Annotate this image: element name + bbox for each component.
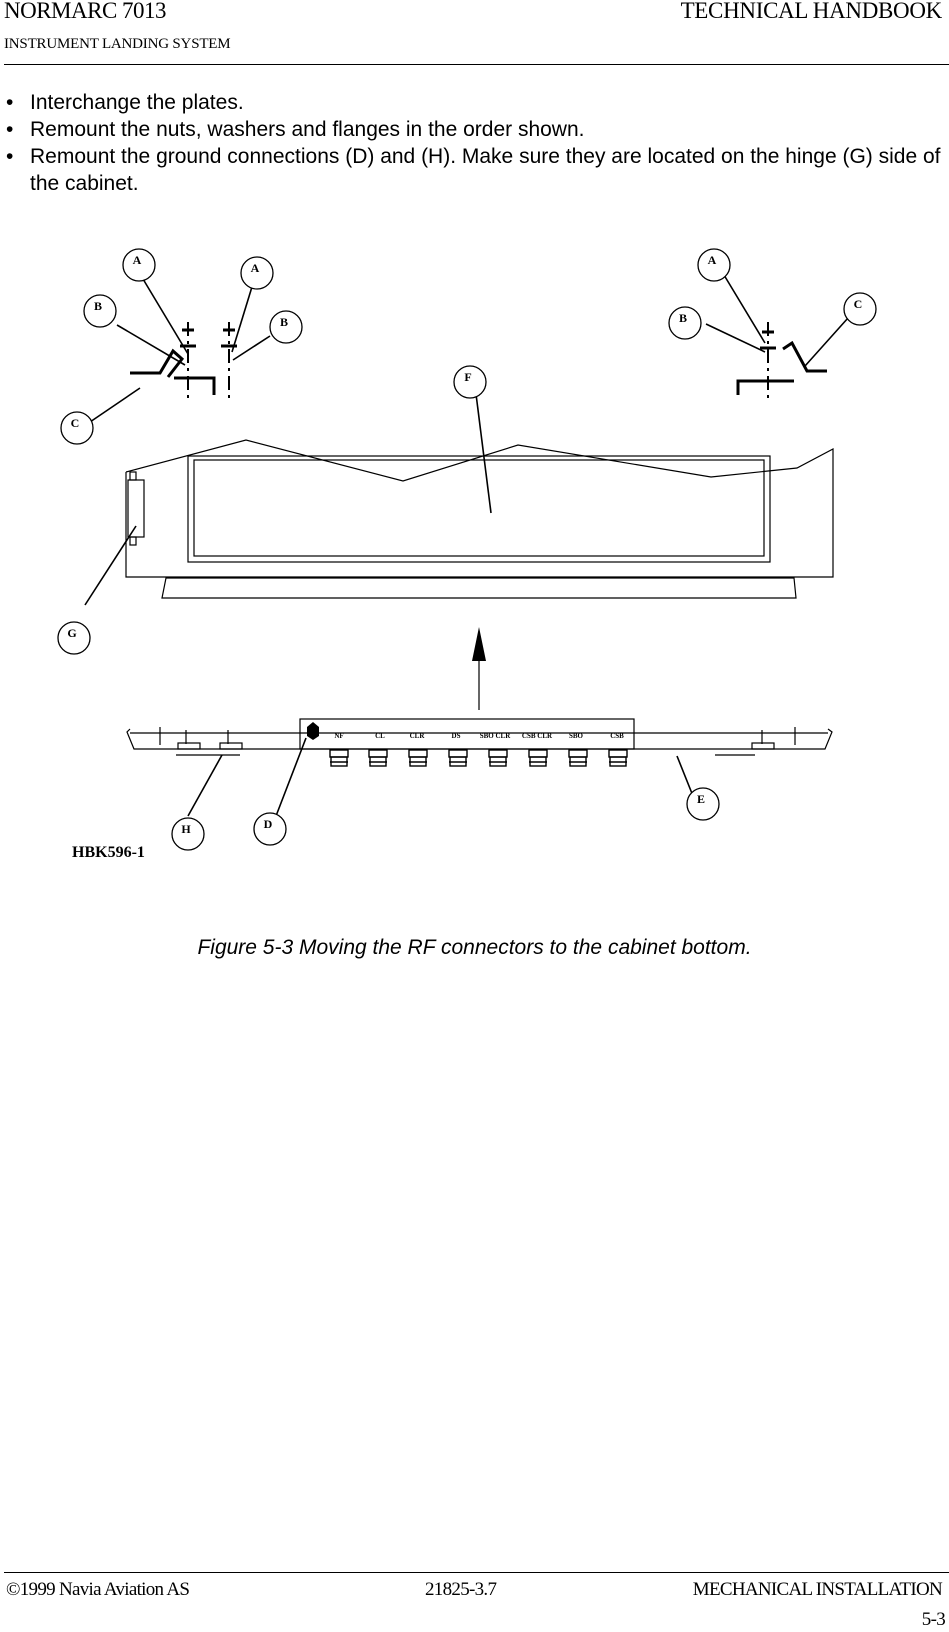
callout-group xyxy=(58,249,876,850)
instruction-item xyxy=(6,116,941,143)
hinge-pin xyxy=(130,472,136,480)
ground-stud-icon xyxy=(307,722,319,740)
callout-letter: G xyxy=(67,626,77,640)
callout-g xyxy=(58,622,90,654)
leader-line xyxy=(805,318,848,366)
header-document-type: TECHNICAL HANDBOOK xyxy=(680,0,942,23)
leader-line xyxy=(188,755,222,816)
callout-letter: E xyxy=(696,792,706,806)
rf-connector-icon xyxy=(569,750,587,766)
rf-connector-icon xyxy=(609,750,627,766)
flange-left xyxy=(130,351,182,377)
hinge-pin xyxy=(130,537,136,545)
figure-caption: Figure 5-3 Moving the RF connectors to the cabinet bottom. xyxy=(197,936,752,959)
drawing-id: HBK596-1 xyxy=(72,844,145,861)
callout-c xyxy=(844,293,876,325)
rf-connector-icon xyxy=(409,750,427,766)
leader-line xyxy=(724,275,765,343)
header-product: NORMARC 7013 xyxy=(4,0,167,23)
connector-label: SBO CLR xyxy=(479,732,511,740)
bullet-icon: • xyxy=(6,118,14,141)
bullet-icon: • xyxy=(6,145,14,168)
header-subtitle: INSTRUMENT LANDING SYSTEM xyxy=(4,36,231,52)
callout-a xyxy=(241,257,273,289)
callout-letter: D xyxy=(263,817,273,831)
connector-plate xyxy=(300,719,634,749)
callout-letter: H xyxy=(181,822,191,836)
leader-line xyxy=(85,526,136,605)
footer-rule xyxy=(4,1572,949,1573)
instruction-item xyxy=(6,143,941,197)
leader-line xyxy=(276,738,306,816)
flange-right xyxy=(783,343,827,371)
header-rule xyxy=(4,64,949,65)
instruction-text: Interchange the plates. xyxy=(30,91,244,114)
cabinet-figure xyxy=(0,230,949,910)
callout-letter: B xyxy=(279,315,289,329)
hinge xyxy=(128,480,144,537)
callout-letter: C xyxy=(70,416,80,430)
callout-b xyxy=(669,307,701,339)
rf-connector-icon xyxy=(529,750,547,766)
callout-f xyxy=(454,366,486,398)
footer-copyright: ©1999 Navia Aviation AS xyxy=(6,1579,190,1600)
leader-line xyxy=(90,388,140,422)
connector-label: DS xyxy=(451,732,461,740)
callout-letter: A xyxy=(132,253,142,267)
instruction-list xyxy=(6,89,941,197)
arrow-up-icon xyxy=(472,627,486,661)
callout-letter: F xyxy=(464,370,472,384)
instruction-text: Remount the nuts, washers and flanges in the order shown. xyxy=(30,118,585,141)
callout-e xyxy=(687,788,719,820)
callout-b xyxy=(270,311,302,343)
instruction-text: Remount the ground connections (D) and (H). Make sure they are located on the hinge (G) side of the cabinet. xyxy=(30,145,941,195)
bullet-icon: • xyxy=(6,91,14,114)
connector-label: CL xyxy=(375,732,385,740)
callout-b xyxy=(84,295,116,327)
callout-h xyxy=(172,818,204,850)
connector-label: CSB CLR xyxy=(521,732,553,740)
callout-letter: A xyxy=(250,261,260,275)
rf-connector-icon xyxy=(330,750,348,766)
rf-connector-icon xyxy=(489,750,507,766)
callout-a xyxy=(123,249,155,281)
footer-doc-number: 21825-3.7 xyxy=(425,1579,497,1600)
cabinet-bottom-plate xyxy=(162,578,796,598)
callout-c xyxy=(61,412,93,444)
leader-line xyxy=(475,386,491,513)
connector-label: CLR xyxy=(409,732,425,740)
callout-letter: B xyxy=(678,311,688,325)
page-number: 5-3 xyxy=(921,1609,945,1630)
door-panel-inner xyxy=(194,460,764,556)
callout-letter: B xyxy=(93,299,103,313)
footer-section: MECHANICAL INSTALLATION xyxy=(692,1579,942,1600)
leader-line xyxy=(233,336,270,360)
callout-d xyxy=(254,813,286,845)
rf-connector-icon xyxy=(449,750,467,766)
connector-label: SBO xyxy=(568,732,584,740)
plate-left xyxy=(174,378,214,395)
callout-a xyxy=(698,249,730,281)
plate-right xyxy=(738,381,794,395)
connector-label: NF xyxy=(334,732,344,740)
connector-label: CSB xyxy=(610,732,624,740)
instruction-item xyxy=(6,89,941,116)
leader-line xyxy=(677,756,693,796)
rf-connector-icon xyxy=(369,750,387,766)
callout-letter: C xyxy=(853,297,863,311)
callout-letter: A xyxy=(707,253,717,267)
